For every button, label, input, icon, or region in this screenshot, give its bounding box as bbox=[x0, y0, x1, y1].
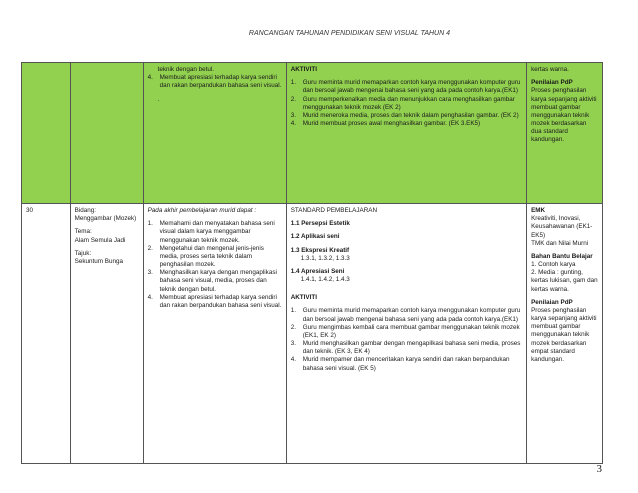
list-item: 1. Guru meminta murid memaparkan contoh karya menggunakan komputer guru dan bersoal jawab mengenai bahasa seni yang ada pada contoh karya.(EK1) bbox=[290, 307, 521, 323]
page-header bbox=[0, 30, 638, 37]
week-number: 30 bbox=[26, 207, 34, 214]
emk-heading: EMK bbox=[531, 207, 546, 214]
list-item: 4. Membuat apresiasi terhadap karya sendiri dan rakan berpandukan bahasa seni visual. bbox=[147, 293, 282, 309]
activities-cell bbox=[286, 204, 526, 464]
title-label: Tajuk: bbox=[74, 249, 92, 257]
list-item: 3. Murid menghasilkan gambar dengan mengapilkasi bahasa seni media, proses dan teknik. (EK 3, EK 4) bbox=[290, 340, 521, 356]
standard-4: 1.4 Apresiasi Seni bbox=[290, 267, 345, 275]
notes-cell bbox=[527, 63, 603, 204]
title-value: Sekuntum Bunga bbox=[74, 257, 123, 265]
standard-4-items: 1.4.1, 1.4.2, 1.4.3 bbox=[300, 276, 350, 284]
list-item: 3. Menghasilkan karya dengan mengaplikasi bahasa seni visual, media, proses dan teknik dengan betul. bbox=[147, 269, 277, 293]
objectives-cell bbox=[143, 204, 286, 464]
list-item: 2. Guru mengimbas kembali cara membuat gambar menggunakan teknik mozek (EK1, EK 2) bbox=[290, 323, 520, 339]
header-title: RANCANGAN TAHUNAN PENDIDIKAN SENI VISUAL TAHUN 4 bbox=[248, 30, 450, 37]
field-value: Menggambar (Mozek) bbox=[74, 215, 137, 223]
objectives-cell bbox=[143, 63, 286, 204]
week-cell bbox=[22, 204, 71, 464]
materials-heading: Bahan Bantu Belajar bbox=[531, 252, 593, 260]
materials-item: 1. Contoh karya bbox=[531, 261, 576, 269]
theme-value: Alam Semula Jadi bbox=[74, 236, 126, 244]
standard-2: 1.2 Aplikasi seni bbox=[290, 233, 340, 241]
tmk-text: TMK dan Nilai Murni bbox=[531, 239, 589, 247]
week-cell bbox=[22, 63, 71, 204]
page-number: 3 bbox=[596, 463, 602, 475]
table-row-continuation bbox=[22, 63, 603, 204]
standards-heading: STANDARD PEMBELAJARAN bbox=[290, 207, 378, 214]
field-label: Bidang: bbox=[74, 207, 96, 214]
assessment-heading: Penilaian PdP bbox=[531, 79, 573, 87]
list-item: 3. Murid meneroka media, proses dan teknik dalam penghasilan gambar. (EK 2) bbox=[290, 111, 519, 119]
activities-cell bbox=[286, 63, 526, 204]
notes-cell bbox=[527, 204, 603, 464]
standard-3-items: 1.3.1, 1.3.2, 1.3.3 bbox=[300, 254, 350, 262]
list-item: 2. Guru memperkenalkan media dan menunjukkan cara menghasilkan gambar menggunakan teknik mozek (EK 2) bbox=[290, 95, 515, 111]
list-item: 4. Membuat apresiasi terhadap karya sendiri dan rakan berpandukan bahasa seni visual. bbox=[147, 74, 282, 90]
emk-text: Kreativiti, Inovasi, Keusahawanan (EK1- EK5) bbox=[531, 215, 593, 239]
list-item: 4. Murid membuat proses awal menghasilkan gambar. (EK 3.EK5) bbox=[290, 120, 481, 128]
list-item: 1. Memahami dan menyatakan bahasa seni visual dalam karya menggambar menggunakan teknik mozek. bbox=[147, 220, 275, 244]
topic-cell bbox=[70, 204, 143, 464]
assessment-text: Proses penghasilan karya sepanjang aktiviti membuat gambar menggunakan teknik mozek berdasarkan dua standard kandungan. bbox=[531, 87, 597, 144]
notes-continuation: kertas warna. bbox=[531, 66, 569, 73]
assessment-text: Proses penghasilan karya sepanjang aktiviti membuat gambar menggunakan teknik mozek berdasarkan empat standard kandungan. bbox=[531, 306, 597, 363]
materials-item: 2. Media : gunting, kertas lukisan, gam dan kertas warna. bbox=[531, 269, 598, 293]
objective-continuation: teknik dengan betul. bbox=[157, 66, 214, 73]
objectives-intro: Pada akhir pembelajaran murid dapat : bbox=[147, 207, 257, 214]
theme-label: Tema: bbox=[74, 228, 92, 236]
standard-1: 1.1 Persepsi Estetik bbox=[290, 220, 350, 228]
activities-heading: AKTIVITI bbox=[290, 66, 317, 73]
activities-heading: AKTIVITI bbox=[290, 294, 317, 302]
list-item: 1. Guru meminta murid memaparkan contoh karya menggunakan komputer guru dan bersoal jawab mengenai bahasa seni yang ada pada contoh karya.(EK1) bbox=[290, 79, 521, 95]
stray-dot: . bbox=[157, 95, 160, 103]
table-row-week-30 bbox=[22, 204, 603, 464]
list-item: 2. Mengetahui dan mengenal jenis-jenis media, proses serta teknik dalam penghasilan mozek. bbox=[147, 244, 264, 269]
lesson-plan-table bbox=[21, 62, 603, 464]
assessment-heading: Penilaian PdP bbox=[531, 298, 573, 306]
list-item: 4. Murid mempamer dan menceritakan karya sendiri dan rakan berpandukan bahasa seni visual. (EK 5) bbox=[290, 356, 510, 372]
topic-cell bbox=[70, 63, 143, 204]
standard-3: 1.3 Ekspresi Kreatif bbox=[290, 246, 350, 254]
